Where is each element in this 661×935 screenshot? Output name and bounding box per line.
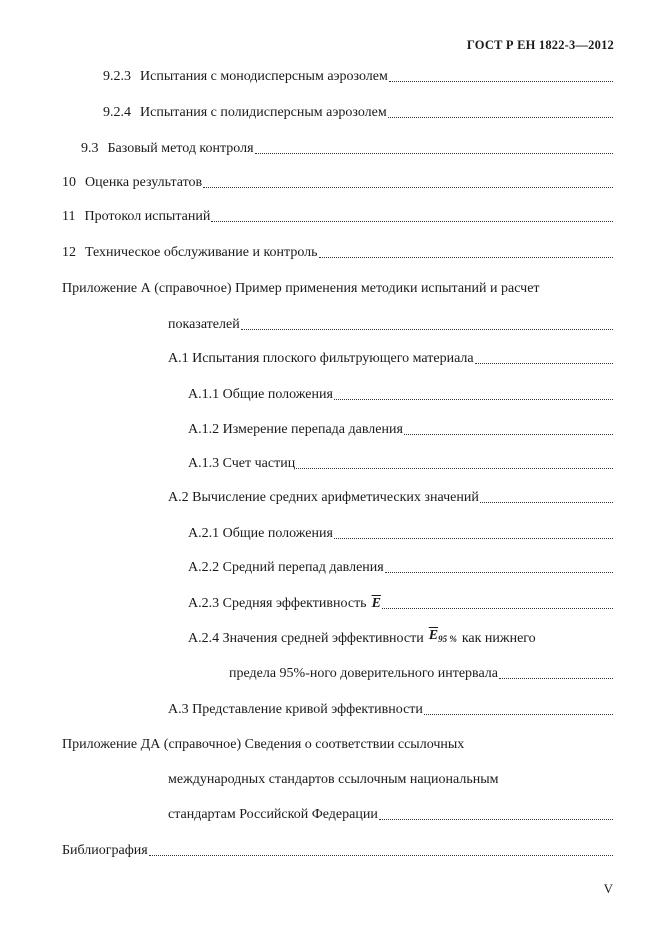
dot-leader	[296, 465, 613, 469]
toc-entry-title: Испытания с полидисперсным аэрозолем	[140, 105, 387, 120]
toc-entry-title: А.1.1 Общие положения	[188, 387, 333, 402]
toc-entry-title: международных стандартов ссылочным национальным	[168, 772, 499, 787]
toc-entry-number: 11	[62, 209, 76, 224]
toc-entry-title: А.2 Вычисление средних арифметических значений	[168, 490, 479, 505]
toc-entry-10[interactable]	[62, 174, 613, 192]
toc-entry-title: А.2.2 Средний перепад давления	[188, 560, 384, 575]
dot-leader	[334, 396, 613, 400]
toc-entry-number: 10	[62, 175, 76, 190]
toc-entry-9-2-3[interactable]	[103, 68, 613, 86]
toc-entry-appendix-da-cont[interactable]	[168, 771, 613, 789]
toc-entry-title: Приложение ДА (справочное) Сведения о соответствии ссылочных	[62, 737, 465, 752]
toc-entry-a-1-3[interactable]	[188, 455, 613, 473]
toc-entry-title-cont: как нижнего	[461, 631, 536, 646]
toc-entry-title: А.2.3 Средняя эффективность	[188, 596, 367, 611]
dot-leader	[334, 535, 613, 539]
toc-entry-a-2-2[interactable]	[188, 559, 613, 577]
toc-entry-title: Протокол испытаний	[84, 209, 211, 224]
toc-entry-title: А.2.4 Значения средней эффективности	[188, 631, 424, 646]
dot-leader	[203, 184, 613, 188]
dot-leader	[388, 114, 613, 118]
toc-entry-title: А.1.3 Счет частиц	[188, 456, 296, 471]
toc-entry-title: Приложение А (справочное) Пример применения методики испытаний и расчет	[62, 281, 540, 296]
toc-entry-bibliography[interactable]	[62, 842, 613, 860]
dot-leader	[475, 360, 613, 364]
toc-entry-number: 9.2.3	[103, 69, 131, 84]
toc-entry-9-2-4[interactable]	[103, 104, 613, 122]
toc-entry-appendix-da-cont-2[interactable]	[168, 806, 613, 824]
dot-leader	[149, 852, 613, 856]
toc-entry-a-1-2[interactable]	[188, 421, 613, 439]
toc-entry-11[interactable]	[62, 208, 613, 226]
toc-entry-title: Техническое обслуживание и контроль	[85, 245, 318, 260]
dot-leader	[404, 431, 613, 435]
dot-leader	[379, 816, 613, 820]
toc-entry-title: предела 95%-ного доверительного интервала	[229, 666, 498, 681]
toc-entry-title: А.1.2 Измерение перепада давления	[188, 422, 403, 437]
toc-entry-title: Библиография	[62, 843, 148, 858]
dot-leader	[480, 499, 613, 503]
dot-leader	[319, 254, 613, 258]
confidence-subscript: 95 %	[438, 634, 457, 644]
mean-efficiency-symbol: $\overline{E}$	[371, 596, 381, 611]
toc-entry-title: показателей	[168, 317, 240, 332]
toc-entry-number: 9.2.4	[103, 105, 131, 120]
document-code: ГОСТ Р ЕН 1822-3—2012	[466, 38, 614, 52]
dot-leader	[241, 326, 613, 330]
page-number: V	[603, 881, 613, 896]
toc-entry-appendix-a-cont[interactable]	[168, 316, 613, 334]
toc-entry-appendix-da[interactable]	[62, 736, 613, 754]
toc-entry-a-2[interactable]	[168, 489, 613, 507]
toc-entry-a-1-1[interactable]	[188, 386, 613, 404]
dot-leader	[389, 78, 613, 82]
toc-entry-title: А.1 Испытания плоского фильтрующего материала	[168, 351, 474, 366]
toc-entry-a-3[interactable]	[168, 701, 613, 719]
toc-entry-a-2-4-cont[interactable]	[229, 665, 613, 683]
dot-leader	[385, 569, 613, 573]
toc-entry-title: А.2.1 Общие положения	[188, 526, 333, 541]
toc-entry-number: 12	[62, 245, 76, 260]
toc-entry-title: Испытания с монодисперсным аэрозолем	[140, 69, 388, 84]
toc-entry-title: Базовый метод контроля	[107, 141, 254, 156]
mean-efficiency-symbol: $\overline{E}$	[428, 628, 439, 643]
toc-entry-title: Оценка результатов	[85, 175, 203, 190]
toc-entry-title: А.3 Представление кривой эффективности	[168, 702, 423, 717]
toc-entry-9-3[interactable]	[81, 140, 613, 158]
toc-entry-appendix-a[interactable]	[62, 280, 613, 298]
dot-leader	[382, 605, 613, 609]
toc-entry-a-2-3[interactable]	[188, 595, 613, 613]
dot-leader	[211, 218, 613, 222]
toc-entry-a-2-4[interactable]	[188, 630, 613, 648]
toc-entry-12[interactable]	[62, 244, 613, 262]
toc-entry-title: стандартам Российской Федерации	[168, 807, 378, 822]
toc-entry-a-1[interactable]	[168, 350, 613, 368]
toc-entry-a-2-1[interactable]	[188, 525, 613, 543]
dot-leader	[424, 711, 613, 715]
toc-entry-number: 9.3	[81, 141, 99, 156]
dot-leader	[255, 150, 613, 154]
dot-leader	[499, 675, 613, 679]
